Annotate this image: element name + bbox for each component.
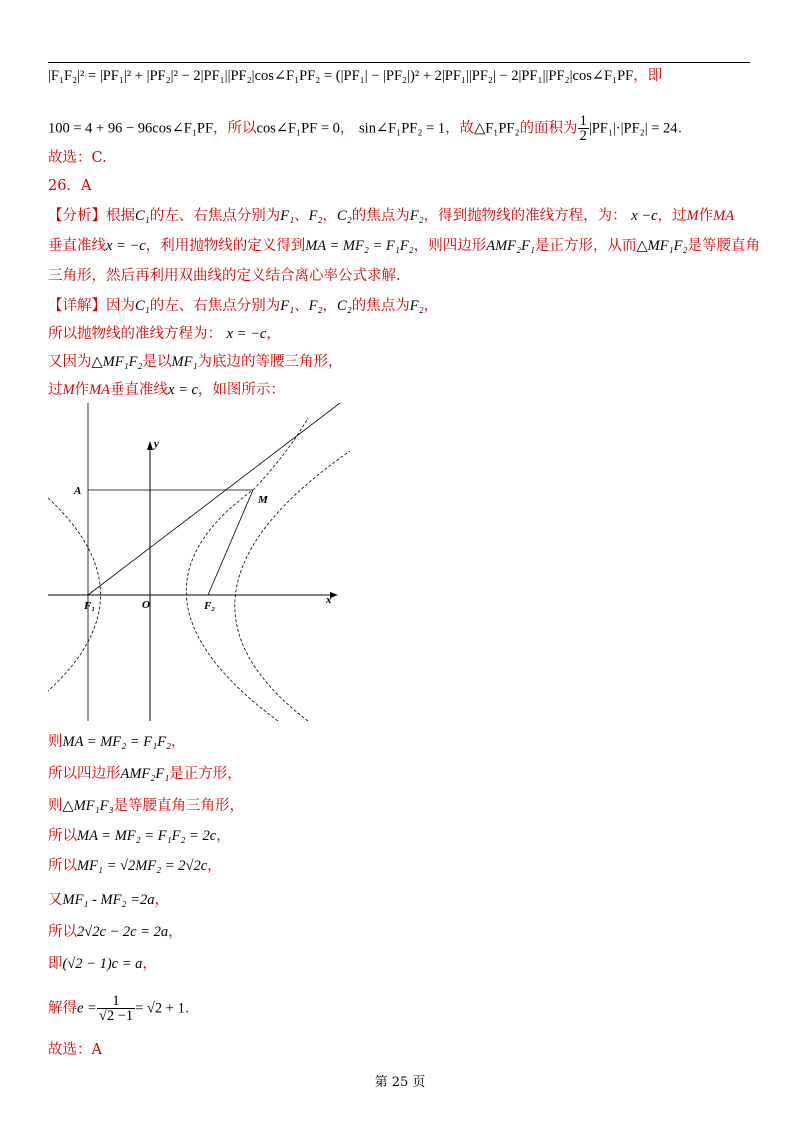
t: 解得 [48,1000,77,1017]
geometry-figure [48,403,350,721]
step-eq: △MF₁F₃ [62,798,114,814]
label-f1: F₁ [84,600,96,612]
t: 作 [74,382,90,398]
c2: C₂ [337,298,352,314]
eq-sin: sin∠F₁PF₂ = 1 [359,120,446,137]
step-eq: MF₁ = √2MF₂ = 2√2c [77,858,208,874]
t: 是正方形，从而 [534,238,637,254]
quad: AMF₂F₁ [486,238,535,254]
solution-step [48,856,222,876]
frac-den: 2 [579,128,587,144]
directrix: x = −c [106,238,146,254]
eq-triangle: △F₁PF₂ [474,120,520,137]
analysis-tag: 【分析】 [48,208,106,224]
directrix: x −c [631,208,658,224]
t: 因为 [106,298,135,314]
text-suoyi: ，所以 [213,120,257,137]
solution-step [48,732,186,752]
directrix: x = c [168,382,198,398]
t: 为底边的等腰三角形， [197,354,343,370]
t: 垂直准线 [110,382,169,398]
label-a: A [74,485,82,497]
label-o: O [142,599,150,611]
f1: F₁ [280,298,295,314]
hyperbola-right-branch [186,490,278,721]
text-gu: ，故 [445,120,475,137]
t: 的左、右焦点分别为 [149,208,281,224]
text-area: 的面积为 [519,120,578,137]
fraction-e [97,994,135,1023]
t: ， [322,298,338,314]
step-pre: 所以 [48,858,77,874]
c1: C₁ [135,298,150,314]
t: ，得到抛物线的准线方程，为： [423,208,627,224]
t: 的焦点为 [351,208,410,224]
final-answer: 故选：A [48,1042,102,1058]
t: ，过 [657,208,687,224]
t: 垂直准线 [48,238,106,254]
t: ，则四边形 [413,238,487,254]
t: 是等腰直角 [687,238,760,254]
f1: F₁ [280,208,295,224]
segment-f2-m [208,490,253,595]
text-ji: ，即 [633,68,663,84]
solution-step [48,796,244,816]
eq-ma: MA = MF₂ = F₁F₂ [305,238,414,254]
ma: MA [713,208,735,224]
y-axis-arrow [147,441,153,450]
step-pre: 所以四边形 [48,766,121,782]
hyperbola-right-upper [253,418,308,490]
t: 、 [294,208,309,224]
step-pre: 所以 [48,924,77,940]
step-post: ， [168,924,183,940]
page-footer: 第 25 页 [374,1075,426,1090]
t: ， [423,298,439,314]
rhs: = √2 + 1 [135,1000,185,1017]
f2: F₂ [409,298,424,314]
top-rule [48,62,750,63]
f2: F₂ [308,208,323,224]
eq-100: 100 = 4 + 96 − 96cos∠F₁PF [48,120,214,137]
t: ，如图所示： [197,382,285,398]
step-eq: 2√2c − 2c = 2a [77,924,169,940]
m: M [686,208,699,224]
step-pre: 则 [48,798,63,814]
f2: F₂ [308,298,323,314]
t: 的焦点为 [351,298,410,314]
solution-step [48,922,183,942]
tri: △MF₁F₂ [636,238,688,254]
tri: △MF₁F₂ [91,354,143,370]
t: ，利用抛物线的定义得到 [145,238,306,254]
t: ， [266,326,281,342]
eq-area: |PF₁|·|PF₂| = 24 [588,120,678,137]
t: 又因为 [48,354,92,370]
step-eq: AMF₂F₁ [120,766,170,782]
step-post: ， [171,734,186,750]
frac-num: 1 [97,994,135,1009]
f2: F₂ [409,208,424,224]
eq-cos: cos∠F₁PF = 0 [256,120,340,137]
period: . [677,120,683,137]
step-post: ， [142,956,157,972]
t: . [184,1000,190,1017]
t: 作 [698,208,714,224]
label-m: M [258,494,268,506]
analysis-line-2 [48,236,760,256]
lhs: e = [77,1000,97,1017]
answer-25: 故选：C. [48,150,107,166]
line-f1-m [88,403,340,595]
analysis-line-1 [48,206,734,226]
step-eq: MA = MF₂ = F₁F₂ = 2c [77,828,217,844]
c1: C₁ [135,208,150,224]
step-post: ， [207,858,222,874]
solution-step [48,954,157,974]
c2: C₂ [337,208,352,224]
frac-den: √2 −1 [98,1008,134,1024]
step-post: ， [216,828,231,844]
mf1: MF₁ [171,354,198,370]
step-pre: 所以 [48,828,77,844]
t: 所以抛物线的准线方程为： [48,326,222,342]
question-26-header: 26．A [48,178,92,194]
step-post: ， [154,892,169,908]
m: M [62,382,75,398]
formula-line-2 [48,114,682,143]
frac-num: 1 [579,113,587,129]
cosine-law-formula: |F₁F₂|² = |PF₁|² + |PF₂|² − 2|PF₁||PF₂|cos∠F₁PF₂ = (|PF₁| − |PF₂|)² + 2|PF₁||PF₂| − 2|PF₁||PF₂|cos∠F₁PF [48,68,634,84]
t: 的左、右焦点分别为 [149,298,281,314]
label-y: y [154,438,159,450]
label-x: x [326,594,332,606]
step-pre: 则 [48,734,63,750]
solution-step [48,890,169,910]
detail-line-1 [48,296,438,316]
fraction-half [578,114,589,143]
t: 过 [48,382,63,398]
step-pre: 又 [48,892,63,908]
analysis-line-3: 三角形，然后再利用双曲线的定义结合离心率公式求解. [48,268,401,284]
t: 、 [294,298,309,314]
detail-tag: 【详解】 [48,298,106,314]
solution-step [48,826,231,846]
step-post: 是正方形， [169,766,242,782]
solve-line [48,994,189,1023]
comma: ， [339,120,355,137]
step-eq: (√2 − 1)c = a [62,956,143,972]
formula-line-1 [48,66,662,86]
detail-line-2 [48,324,281,344]
step-pre: 即 [48,956,63,972]
solution-step [48,764,242,784]
detail-line-3 [48,352,343,372]
label-f2: F₂ [204,600,216,612]
directrix: x = −c [226,326,267,342]
t: 根据 [106,208,135,224]
step-eq: MA = MF₂ = F₁F₂ [62,734,172,750]
detail-line-4 [48,380,285,400]
ma: MA [89,382,111,398]
step-eq: MF₁ - MF₂ =2a [62,892,155,908]
t: 是以 [142,354,172,370]
t: ， [322,208,338,224]
step-post: 是等腰直角三角形， [113,798,245,814]
